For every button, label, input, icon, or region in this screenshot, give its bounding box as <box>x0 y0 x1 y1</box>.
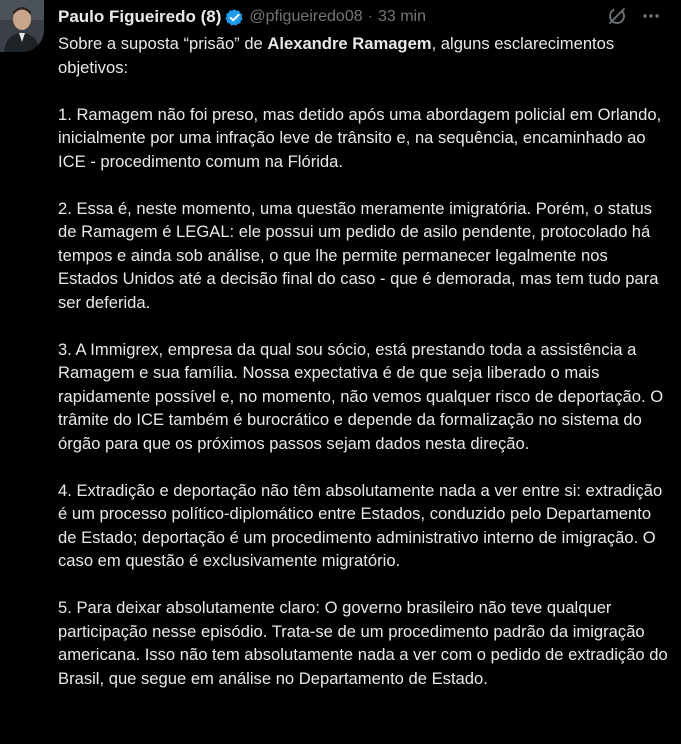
avatar[interactable] <box>0 0 44 52</box>
header-actions <box>607 6 661 26</box>
author-handle[interactable]: @pfigueiredo08 <box>249 8 363 25</box>
separator-dot: · <box>367 8 373 25</box>
paragraph-1: 1. Ramagem não foi preso, mas detido após uma abordagem policial em Orlando, inicialmente por uma infração leve de trânsito e, na sequência, encaminhado ao ICE - procedimento comum na Flórida. <box>58 104 662 171</box>
author-display-name[interactable]: Paulo Figueiredo (8) <box>58 7 222 26</box>
timestamp[interactable]: 33 min <box>377 8 426 25</box>
tweet-body <box>58 32 672 714</box>
intro-text-after: , alguns esclarecimentos objetivos: <box>58 34 615 77</box>
tweet-header <box>58 6 661 28</box>
intro-text-before: Sobre a suposta “prisão” de <box>58 34 268 53</box>
grok-icon[interactable] <box>607 6 627 26</box>
intro-bold-name: Alexandre Ramagem <box>267 34 432 53</box>
verified-badge-icon <box>225 8 244 27</box>
paragraph-5: 5. Para deixar absolutamente claro: O governo brasileiro não teve qualquer participação nesse episódio. Trata-se de um procedimento padrão da imigração americana. Isso não tem absolutamente nada a ver com o pedido de extradição do Brasil, que segue em análise no Departamento de Estado. <box>58 598 668 688</box>
paragraph-2: 2. Essa é, neste momento, uma questão meramente imigratória. Porém, o status de Ramagem é LEGAL: ele possui um pedido de asilo pendente, protocolado há tempos e ainda sob análise, o que lhe permite permanecer legalmente nos Estados Unidos até a decisão final do caso - que é demorada, mas tem tudo para ser deferida. <box>58 198 659 312</box>
more-options-icon[interactable] <box>641 6 661 26</box>
paragraph-3: 3. A Immigrex, empresa da qual sou sócio, está prestando toda a assistência a Ramagem e sua família. Nossa expectativa é de que seja liberado o mais rapidamente possível e, no momento, não vemos qualquer risco de deportação. O trâmite do ICE também é burocrático e depende da formalização no sistema do órgão para que os próximos passos sejam dados nesta direção. <box>58 339 664 453</box>
paragraph-4: 4. Extradição e deportação não têm absolutamente nada a ver entre si: extradição é um processo político-diplomático entre Estados, conduzido pelo Departamento de Estado; deportação é um procedimento administrativo interno de imigração. O caso em questão é exclusivamente migratório. <box>58 480 663 570</box>
intro-paragraph <box>58 32 672 79</box>
